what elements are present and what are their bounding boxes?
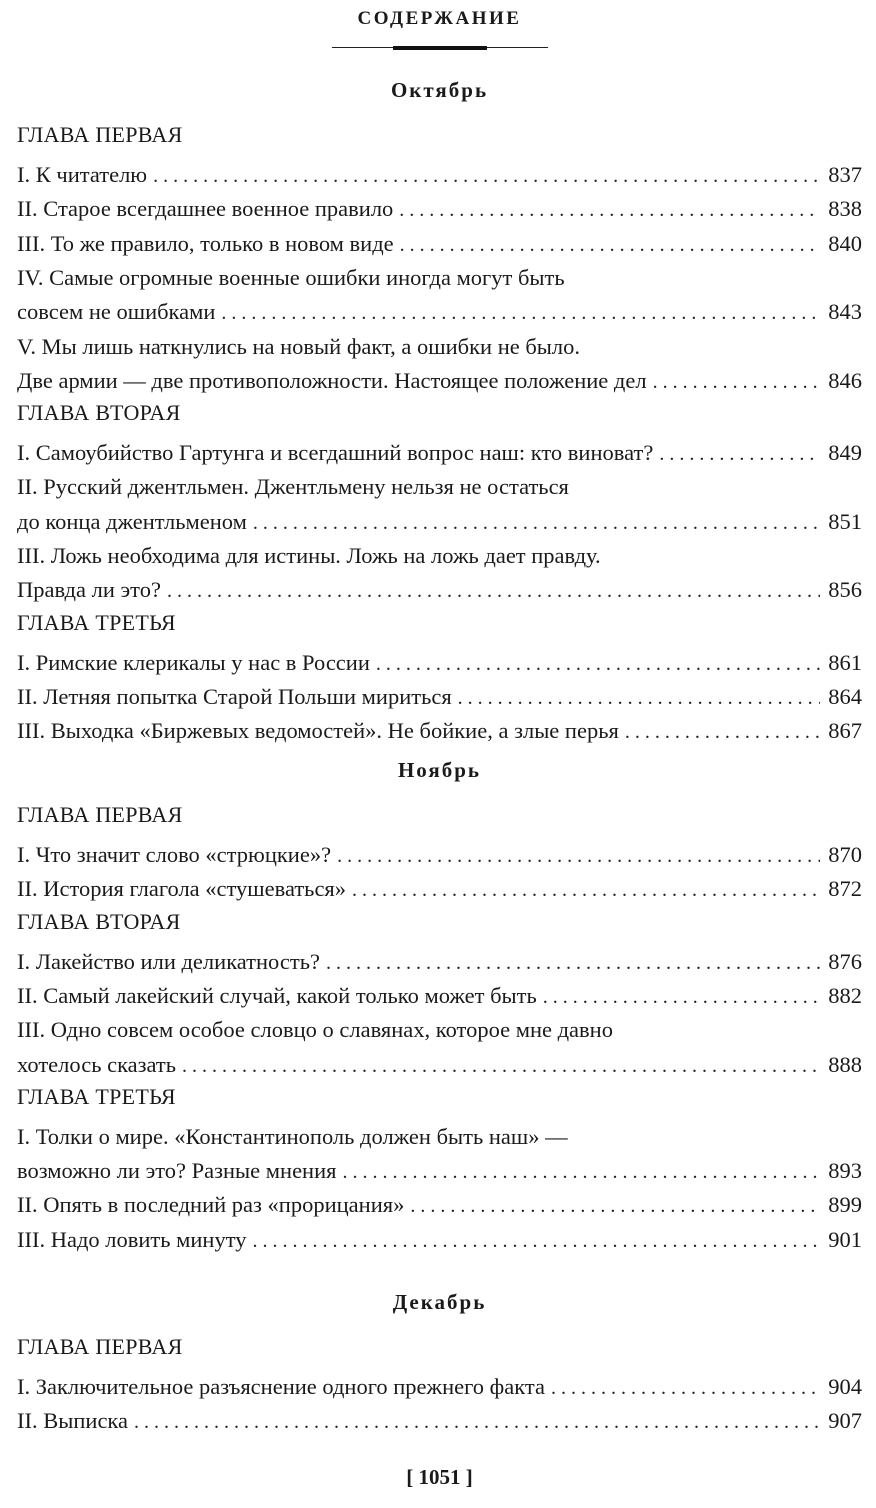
toc-entry-line: I. Толки о мире. «Константинополь должен быть наш» — bbox=[17, 1123, 568, 1149]
entry-title: совсем не ошибками bbox=[17, 299, 216, 325]
toc-entry bbox=[17, 945, 862, 979]
entry-title: Правда ли это? bbox=[17, 577, 161, 603]
toc-entry bbox=[17, 505, 862, 539]
title-rule-accent bbox=[393, 46, 487, 50]
entry-page-number: 870 bbox=[828, 842, 862, 867]
entry-page-number: 864 bbox=[828, 683, 862, 709]
entry-page-number: 876 bbox=[828, 948, 862, 974]
toc-entry bbox=[17, 979, 862, 1013]
month-heading: Ноябрь bbox=[397, 758, 482, 782]
entry-page-number: 904 bbox=[828, 1374, 862, 1399]
entry-page-number: 907 bbox=[828, 1408, 862, 1434]
entry-page-number: 861 bbox=[828, 649, 862, 675]
dot-leader bbox=[167, 574, 820, 608]
entry-title: I. Римские клерикалы у нас в России bbox=[17, 649, 370, 675]
month-heading: Октябрь bbox=[390, 78, 489, 102]
chapter-heading: ГЛАВА ТРЕТЬЯ bbox=[17, 1083, 176, 1109]
entry-title: II. Самый лакейский случай, какой только может быть bbox=[17, 982, 537, 1008]
entry-title: хотелось сказать bbox=[17, 1051, 177, 1077]
dot-leader bbox=[337, 839, 820, 873]
dot-leader bbox=[134, 1405, 820, 1439]
toc-entry-line: III. Одно совсем особое словцо о славянах, которое мне давно bbox=[17, 1017, 613, 1043]
dot-leader bbox=[551, 1371, 820, 1405]
dot-leader bbox=[153, 159, 820, 193]
month-heading: Декабрь bbox=[392, 1290, 487, 1314]
toc-entry-line: IV. Самые огромные военные ошибки иногда могут быть bbox=[17, 264, 565, 290]
entry-page-number: 843 bbox=[828, 299, 862, 325]
entry-page-number: 837 bbox=[828, 162, 862, 187]
page-number: [ 1051 ] bbox=[406, 1465, 473, 1489]
entry-page-number: 901 bbox=[828, 1226, 862, 1252]
dot-leader bbox=[458, 681, 821, 715]
entry-title: возможно ли это? Разные мнения bbox=[17, 1158, 337, 1184]
dot-leader bbox=[376, 647, 820, 681]
toc-entry bbox=[17, 1188, 862, 1222]
dot-leader bbox=[410, 1189, 820, 1223]
chapter-heading: ГЛАВА ПЕРВАЯ bbox=[17, 1334, 183, 1359]
entry-title: Две армии — две противоположности. Настоящее положение дел bbox=[17, 367, 647, 393]
toc-entry bbox=[17, 295, 862, 329]
toc-entry bbox=[17, 680, 862, 714]
dot-leader bbox=[625, 715, 820, 749]
entry-title: III. Выходка «Биржевых ведомостей». Не бойкие, а злые перья bbox=[17, 718, 619, 744]
entry-page-number: 840 bbox=[828, 230, 862, 256]
entry-title: II. Старое всегдашнее военное правило bbox=[17, 196, 394, 222]
entry-page-number: 851 bbox=[828, 508, 862, 534]
toc-entry bbox=[17, 1154, 862, 1188]
toc-entry bbox=[17, 1223, 862, 1257]
toc-entry bbox=[17, 838, 862, 872]
entry-title: II. Летняя попытка Старой Польши мириться bbox=[17, 683, 452, 709]
chapter-heading: ГЛАВА ПЕРВАЯ bbox=[17, 122, 183, 147]
entry-title: III. Надо ловить минуту bbox=[17, 1226, 247, 1252]
page-title: СОДЕРЖАНИЕ bbox=[357, 8, 522, 29]
entry-page-number: 849 bbox=[828, 440, 862, 466]
toc-entry bbox=[17, 646, 862, 680]
entry-page-number: 838 bbox=[828, 196, 862, 222]
toc-page bbox=[17, 0, 862, 1508]
toc-entry bbox=[17, 573, 862, 607]
toc-entry bbox=[17, 1404, 862, 1438]
toc-entry bbox=[17, 192, 862, 226]
dot-leader bbox=[253, 506, 820, 540]
dot-leader bbox=[653, 365, 821, 399]
dot-leader bbox=[400, 228, 821, 262]
toc-entry-line: V. Мы лишь наткнулись на новый факт, а ошибки не было. bbox=[17, 333, 581, 359]
entry-title: II. История глагола «стушеваться» bbox=[17, 876, 347, 902]
entry-page-number: 882 bbox=[828, 982, 862, 1008]
dot-leader bbox=[659, 437, 820, 471]
entry-title: I. Лакейство или деликатность? bbox=[17, 948, 320, 974]
dot-leader bbox=[399, 193, 820, 227]
entry-title: II. Опять в последний раз «прорицания» bbox=[17, 1192, 405, 1218]
toc-entry bbox=[17, 714, 862, 748]
dot-leader bbox=[326, 946, 820, 980]
entry-title: I. Что значит слово «стрюцкие»? bbox=[17, 842, 332, 867]
entry-page-number: 888 bbox=[828, 1051, 862, 1077]
toc-entry bbox=[17, 872, 862, 906]
toc-entry-line: III. Ложь необходима для истины. Ложь на ложь дает правду. bbox=[17, 543, 601, 568]
toc-entry bbox=[17, 1048, 862, 1082]
dot-leader bbox=[342, 1155, 820, 1189]
chapter-heading: ГЛАВА ВТОРАЯ bbox=[17, 908, 181, 934]
toc-entry bbox=[17, 158, 862, 192]
dot-leader bbox=[543, 980, 820, 1014]
dot-leader bbox=[253, 1224, 821, 1258]
entry-page-number: 893 bbox=[828, 1158, 862, 1184]
entry-title: II. Выписка bbox=[17, 1408, 129, 1434]
dot-leader bbox=[182, 1049, 820, 1083]
chapter-heading: ГЛАВА ПЕРВАЯ bbox=[17, 802, 183, 827]
entry-title: I. Самоубийство Гартунга и всегдашний вопрос наш: кто виноват? bbox=[17, 440, 654, 466]
toc-entry bbox=[17, 227, 862, 261]
toc-entry-line: II. Русский джентльмен. Джентльмену нельзя не остаться bbox=[17, 474, 569, 500]
toc-entry bbox=[17, 1370, 862, 1404]
entry-page-number: 899 bbox=[828, 1192, 862, 1218]
chapter-heading: ГЛАВА ВТОРАЯ bbox=[17, 400, 181, 426]
entry-page-number: 856 bbox=[828, 577, 862, 603]
dot-leader bbox=[352, 873, 820, 907]
entry-title: I. Заключительное разъяснение одного прежнего факта bbox=[17, 1374, 545, 1399]
entry-page-number: 872 bbox=[828, 876, 862, 902]
entry-page-number: 846 bbox=[828, 367, 862, 393]
entry-page-number: 867 bbox=[828, 718, 862, 744]
dot-leader bbox=[221, 296, 820, 330]
toc-entry bbox=[17, 364, 862, 398]
toc-entry bbox=[17, 436, 862, 470]
chapter-heading: ГЛАВА ТРЕТЬЯ bbox=[17, 609, 176, 635]
entry-title: I. К читателю bbox=[17, 162, 148, 187]
entry-title: до конца джентльменом bbox=[17, 508, 247, 534]
entry-title: III. То же правило, только в новом виде bbox=[17, 230, 394, 256]
